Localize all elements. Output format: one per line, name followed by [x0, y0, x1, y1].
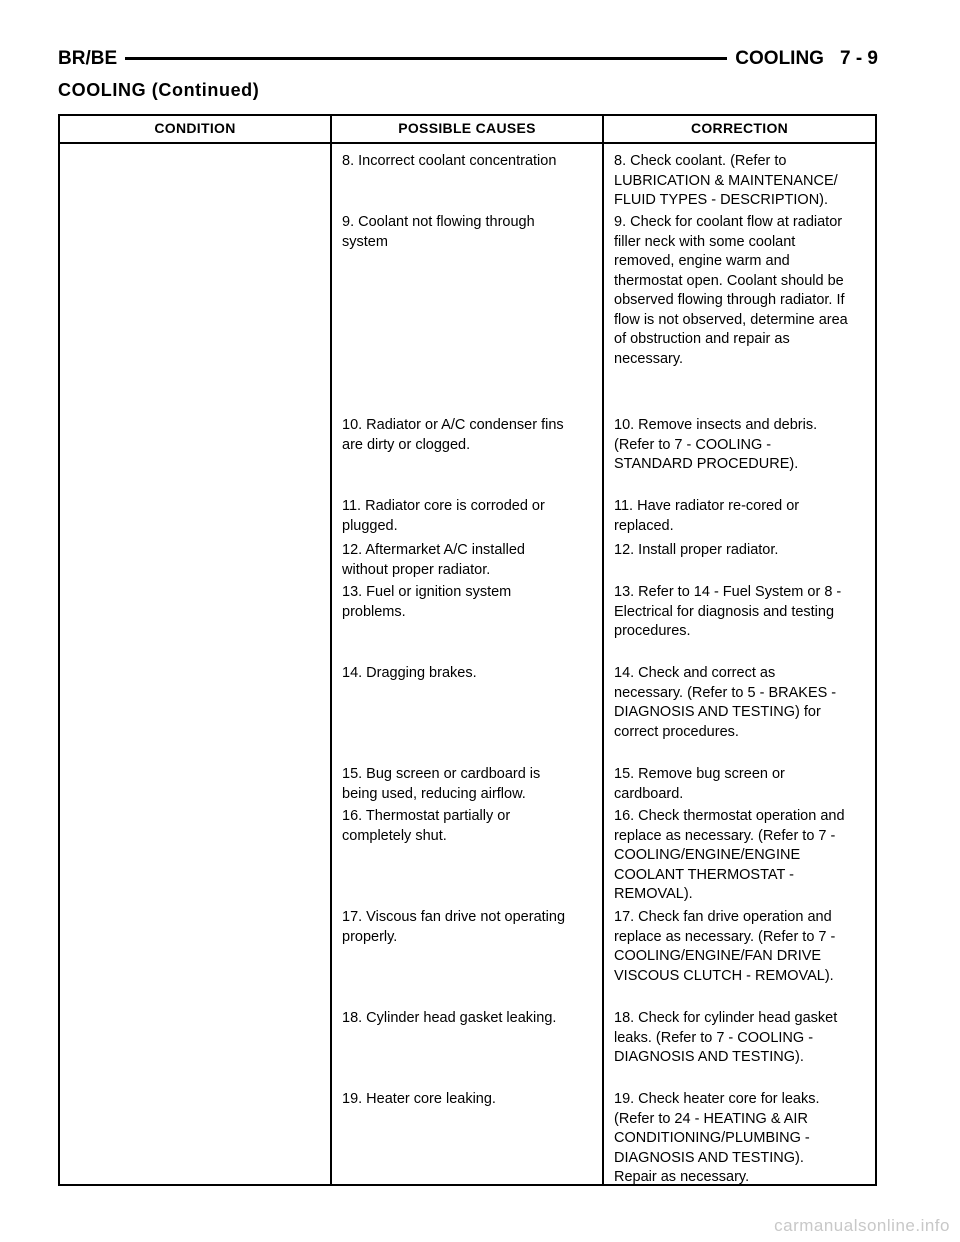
- correction-item: 15. Remove bug screen or cardboard.: [614, 766, 785, 802]
- corrections-column: [603, 143, 876, 1185]
- causes-column: [331, 143, 603, 1185]
- cause-item: 18. Cylinder head gasket leaking.: [342, 1010, 557, 1026]
- correction-item: 10. Remove insects and debris. (Refer to 7 - COOLING - STANDARD PROCEDURE).: [614, 417, 818, 472]
- cause-item: 10. Radiator or A/C condenser fins are dirty or clogged.: [342, 417, 564, 453]
- cause-item: 12. Aftermarket A/C installed without proper radiator.: [342, 542, 525, 578]
- correction-item: 18. Check for cylinder head gasket leaks. (Refer to 7 - COOLING - DIAGNOSIS AND TESTING).: [614, 1010, 838, 1065]
- column-header-possible-causes: POSSIBLE CAUSES: [331, 115, 603, 143]
- correction-item: 8. Check coolant. (Refer to LUBRICATION & MAINTENANCE/ FLUID TYPES - DESCRIPTION).: [614, 153, 838, 208]
- cause-item: 13. Fuel or ignition system problems.: [342, 584, 512, 620]
- cause-item: 9. Coolant not flowing through system: [342, 214, 535, 250]
- column-header-condition: CONDITION: [59, 115, 331, 143]
- cause-item: 14. Dragging brakes.: [342, 665, 477, 681]
- header-rule: [118, 57, 728, 60]
- diagnosis-table: [58, 114, 877, 1186]
- correction-item: 19. Check heater core for leaks. (Refer to 24 - HEATING & AIR CONDITIONING/PLUMBING - DIAGNOSIS AND TESTING). Repair as necessary.: [614, 1091, 820, 1185]
- cause-item: 17. Viscous fan drive not operating properly.: [342, 909, 566, 945]
- correction-item: 12. Install proper radiator.: [614, 542, 779, 558]
- header-section-page: [727, 46, 878, 72]
- correction-item: 9. Check for coolant flow at radiator filler neck with some coolant removed, engine warm and thermostat open. Coolant should be observed flowing through radiator. If flow is not observed, determine area of obstruction and repair as necessary.: [614, 214, 848, 367]
- correction-item: 14. Check and correct as necessary. (Refer to 5 - BRAKES - DIAGNOSIS AND TESTING) for correct procedures.: [614, 665, 837, 740]
- section-title: COOLING (Continued): [58, 80, 260, 100]
- correction-item: 11. Have radiator re-cored or replaced.: [614, 498, 800, 534]
- cause-item: 15. Bug screen or cardboard is being used, reducing airflow.: [342, 766, 541, 802]
- table-row: [59, 143, 876, 1185]
- column-header-correction: CORRECTION: [603, 115, 876, 143]
- header-section: COOLING: [735, 48, 824, 69]
- cause-item: 19. Heater core leaking.: [342, 1091, 496, 1107]
- site-watermark: carmanualsonline.info: [774, 1216, 950, 1235]
- condition-cell: [59, 143, 331, 1185]
- header-model: BR/BE: [58, 46, 125, 72]
- cause-item: 8. Incorrect coolant concentration: [342, 153, 557, 169]
- page-header: [58, 46, 878, 72]
- correction-item: 13. Refer to 14 - Fuel System or 8 - Electrical for diagnosis and testing procedures.: [614, 584, 842, 639]
- cause-item: 16. Thermostat partially or completely shut.: [342, 808, 511, 844]
- header-page-number: 7 - 9: [839, 48, 878, 69]
- cause-item: 11. Radiator core is corroded or plugged.: [342, 498, 545, 534]
- correction-item: 17. Check fan drive operation and replace as necessary. (Refer to 7 - COOLING/ENGINE/FAN DRIVE VISCOUS CLUTCH - REMOVAL).: [614, 909, 836, 984]
- table-header-row: [59, 115, 876, 143]
- correction-item: 16. Check thermostat operation and replace as necessary. (Refer to 7 - COOLING/ENGINE/ENGINE COOLANT THERMOSTAT - REMOVAL).: [614, 808, 845, 902]
